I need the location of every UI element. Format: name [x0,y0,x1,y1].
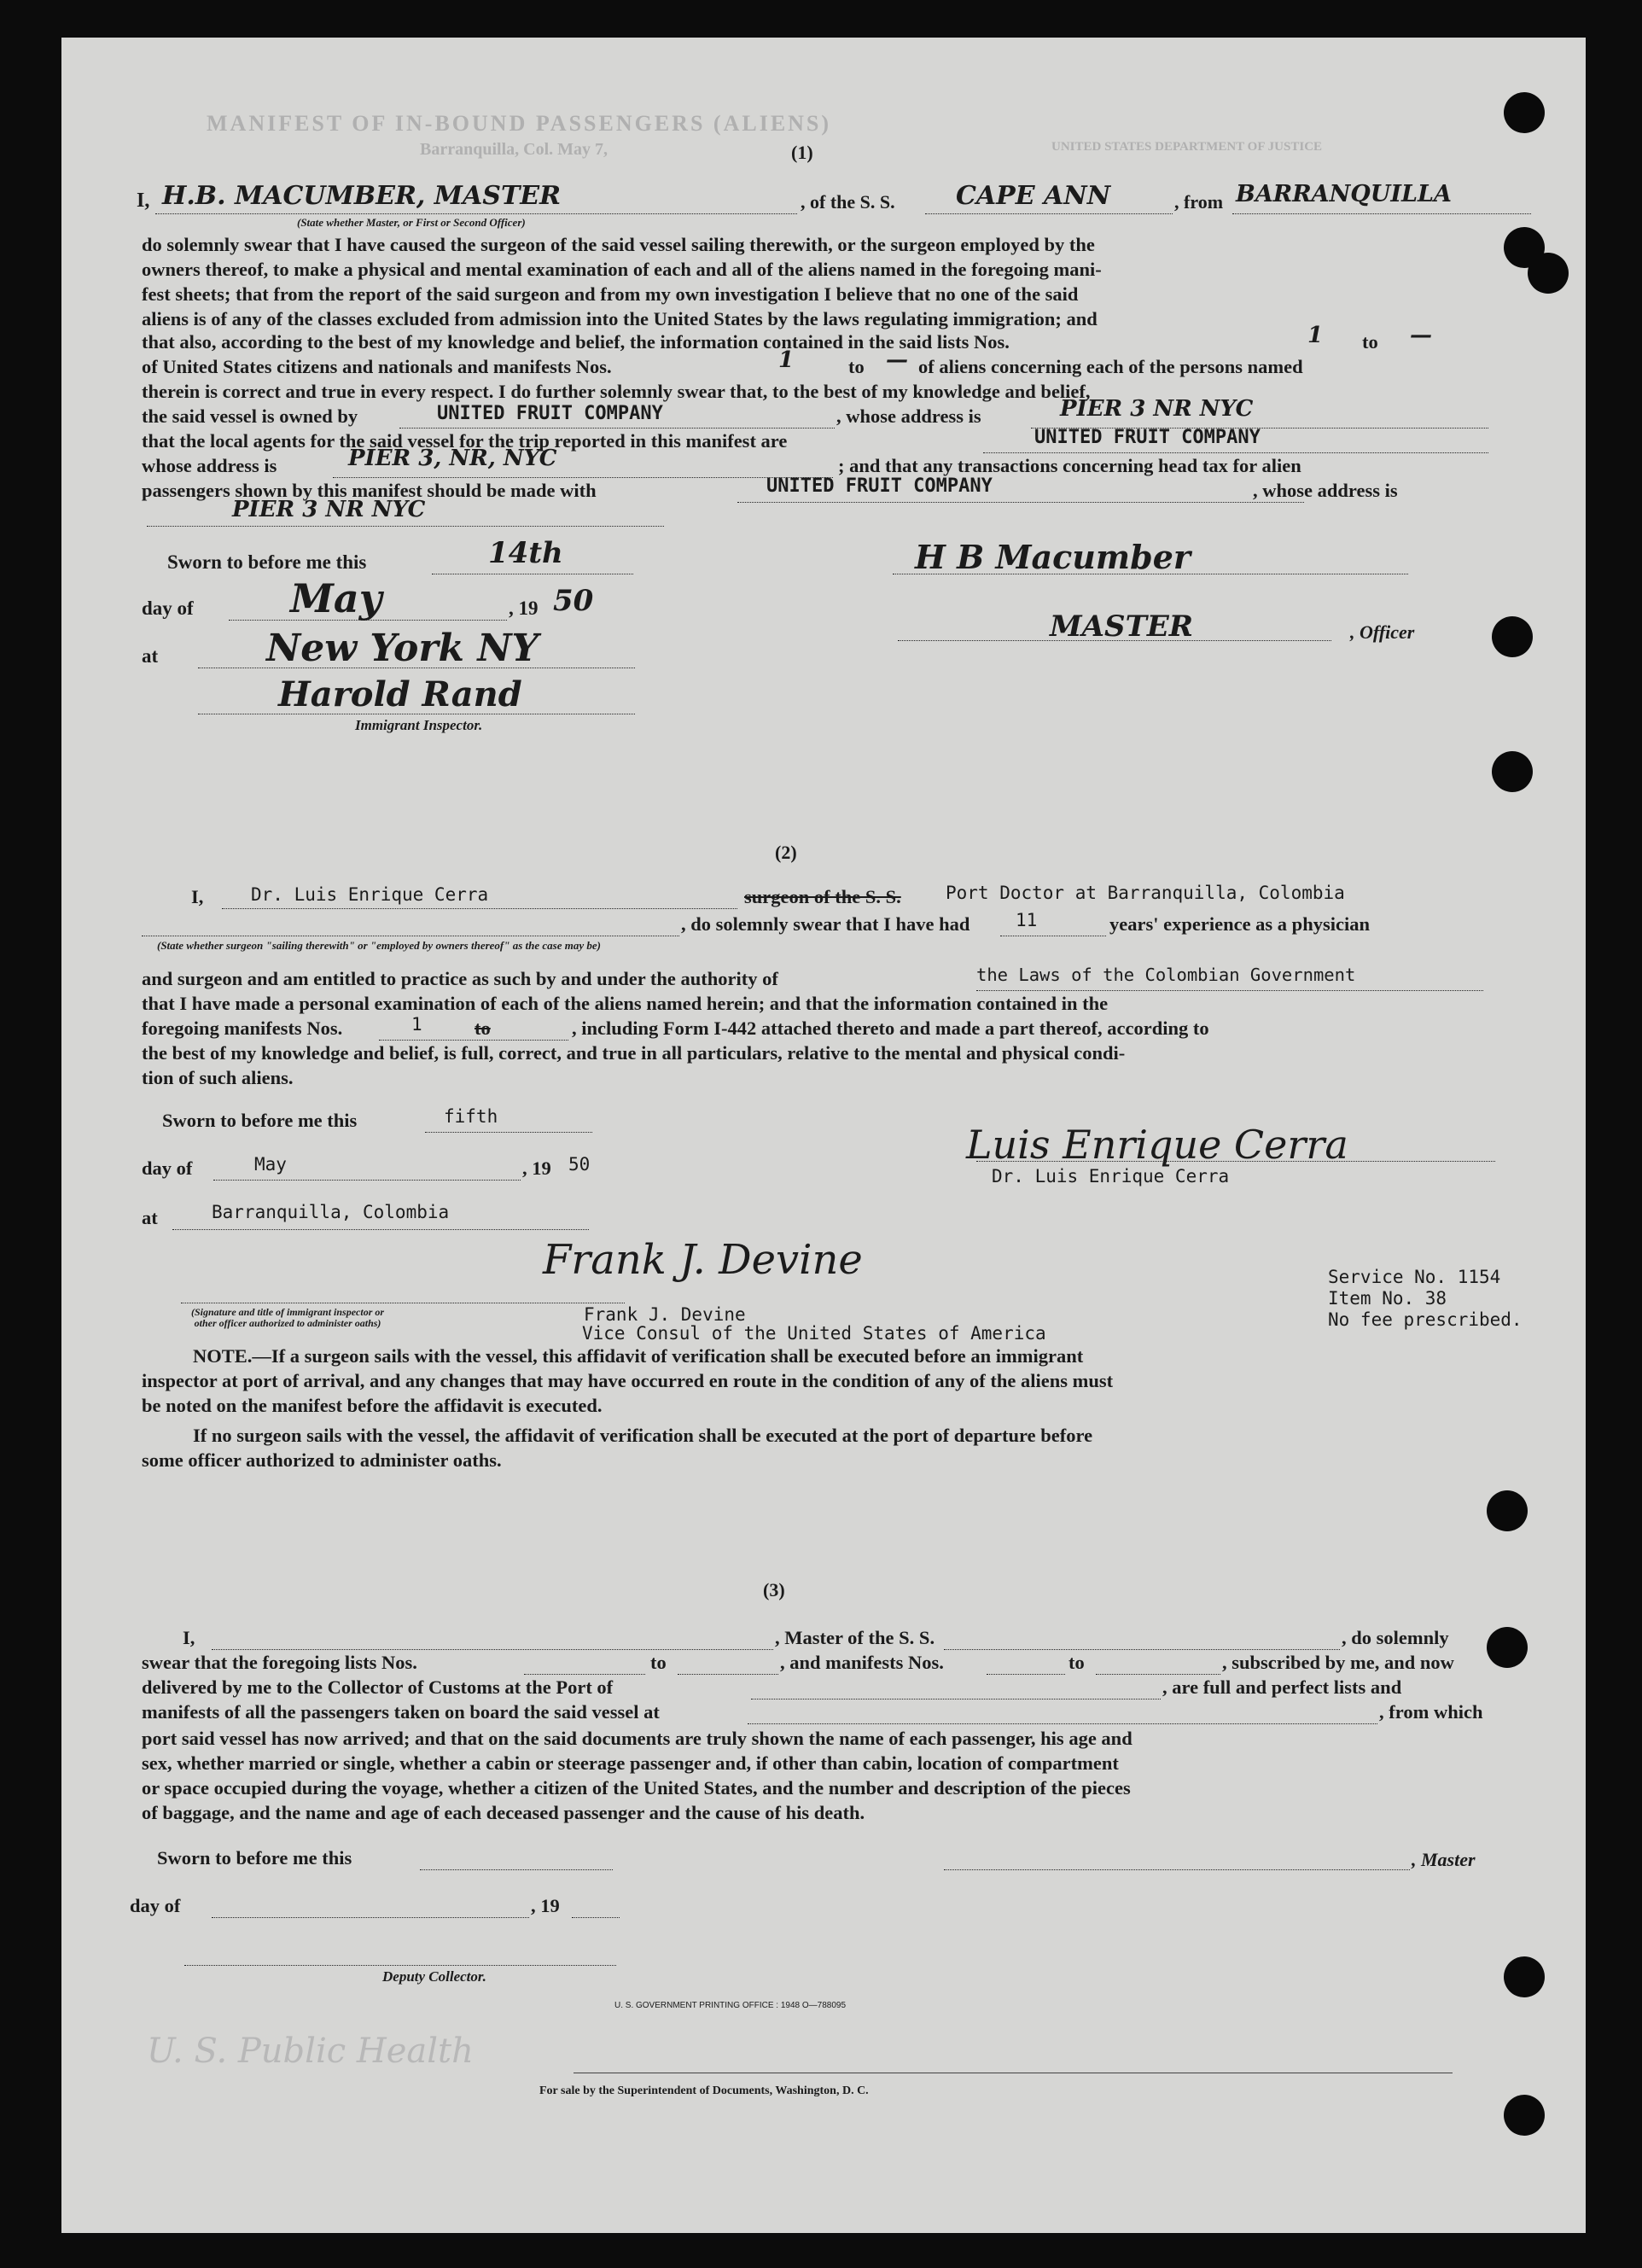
head-tax-company: UNITED FRUIT COMPANY [766,475,993,497]
section2-day-of-label: day of [142,1157,193,1179]
punch-hole [1504,1956,1545,1997]
manifests-from: 1 [778,347,795,373]
correct-line: therein is correct and true in every respect. I do further solemnly swear that, to the best of my knowledge and belief, [142,381,1091,402]
section3-body-line: port said vessel has now arrived; and that on the said documents are truly shown the name of each passenger, his age and [142,1728,1133,1749]
faded-header-right: UNITED STATES DEPARTMENT OF JUSTICE [1051,140,1323,154]
section1-body [142,232,1499,331]
section1-sworn-day: 14th [488,536,563,570]
consul-typed-name: Frank J. Devine [584,1304,746,1325]
note-line: NOTE.—If a surgeon sails with the vessel, this affidavit of verification shall be executed before an immigrant [193,1345,1084,1367]
section3-year-prefix: , 19 [531,1895,560,1916]
tion-line: tion of such aliens. [142,1067,294,1088]
citizens-line-end: of aliens concerning each of the persons named [918,356,1303,377]
master-name: H.B. MACUMBER, MASTER [162,181,562,211]
section3-sworn-label: Sworn to before me this [157,1847,352,1869]
section1-sworn-month: May [290,575,382,621]
section3-l1-a: I, [183,1627,195,1648]
punch-hole [1487,1490,1528,1531]
section2-sworn-year: 50 [568,1154,591,1175]
section2-at-label: at [142,1207,158,1228]
note2-line: some officer authorized to administer oaths. [142,1449,502,1471]
section3-l4-b: , from which [1379,1701,1483,1723]
manifests-to-word: to [848,356,865,377]
section1-day-of-label: day of [142,598,194,619]
passengers-label: passengers shown by this manifest should be made with [142,480,597,501]
fee-note: No fee prescribed. [1328,1309,1523,1330]
section1-body-line: do solemnly swear that I have caused the surgeon of the said vessel sailing therewith, or the surgeon employed by the [142,234,1095,255]
lists-to: — [1410,323,1432,348]
section1-year-prefix: , 19 [509,598,539,619]
owner: UNITED FRUIT COMPANY [437,403,663,424]
surgeon-years: 11 [1016,910,1038,930]
section1-number: (1) [791,142,813,163]
authority: the Laws of the Colombian Government [976,965,1356,985]
section2-sworn-place: Barranquilla, Colombia [212,1202,450,1222]
agents-label: that the local agents for the said vessel for the trip reported in this manifest are [142,430,788,452]
consul-title: Vice Consul of the United States of America [582,1323,1046,1344]
note-block [142,1344,1499,1472]
section1-body-line: fest sheets; that from the report of the said surgeon and from my own investigation I believe that no one of the said [142,283,1079,305]
surgeon-name: Dr. Luis Enrique Cerra [251,884,489,905]
inspector-caption: Immigrant Inspector. [355,717,483,733]
section2-swear-label: , do solemnly swear that I have had [681,913,970,935]
section3-day-of-label: day of [130,1895,181,1916]
faded-header-line2: Barranquilla, Col. May 7, [420,140,608,159]
note-line: be noted on the manifest before the affidavit is executed. [142,1395,603,1416]
section2-opening: I, [191,886,204,907]
from-label: , from [1174,191,1224,213]
note2-line: If no surgeon sails with the vessel, the affidavit of verification shall be executed at the port of departure before [193,1425,1093,1446]
section2-manifests-from: 1 [411,1014,422,1035]
owned-by-label: the said vessel is owned by [142,405,358,427]
manifests-to: — [886,347,908,373]
surgeon-role: Port Doctor at Barranquilla, Colombia [946,883,1345,903]
section1-sworn-place: New York NY [266,627,539,670]
section3-l4-a: manifests of all the passengers taken on board the said vessel at [142,1701,660,1723]
section3-l2-d: to [1068,1652,1085,1673]
punch-hole [1504,2095,1545,2136]
sig-caption [191,1307,384,1329]
section3-l2-b: to [650,1652,667,1673]
head-tax-label: ; and that any transactions concerning head tax for alien [838,455,1301,476]
section3-body [142,1726,1499,1825]
lists-to-word: to [1362,331,1378,353]
vessel-name: CAPE ANN [956,181,1111,211]
surgeon-signature: Luis Enrique Cerra [966,1122,1348,1168]
punch-hole [1528,253,1569,294]
including-label: , including Form I-442 attached thereto and made a part thereof, according to [572,1017,1209,1039]
section1-sworn-year: 50 [553,584,594,618]
owner-address: PIER 3 NR NYC [1060,396,1254,422]
best-line: the best of my knowledge and belief, is full, correct, and true in all particulars, relative to the mental and physical condi- [142,1042,1126,1064]
section3-l3-b: , are full and perfect lists and [1162,1676,1402,1698]
departure-port: BARRANQUILLA [1236,181,1452,207]
exam-line: that I have made a personal examination of each of the aliens named herein; and that the information contained in the [142,993,1109,1014]
section3-l2-a: swear that the foregoing lists Nos. [142,1652,417,1673]
section3-body-line: sex, whether married or single, whether a cabin or steerage passenger and, if other than cabin, location of compartment [142,1752,1119,1774]
officer-label: , Officer [1350,621,1415,643]
master-signature: H B Macumber [915,538,1191,576]
surgeon-of-label: surgeon of the S. S. [744,886,901,907]
section3-l1-b: , Master of the S. S. [775,1627,935,1648]
inspector-signature: Harold Rand [278,674,522,714]
sig-caption-line: other officer authorized to administer oaths) [194,1317,381,1329]
of-ss-label: , of the S. S. [801,191,895,213]
section1-opening: I, [137,189,150,212]
section1-body-line: owners thereof, to make a physical and mental examination of each and all of the aliens named in the foregoing mani- [142,259,1102,280]
head-tax-address: PIER 3 NR NYC [232,497,426,522]
surgeon-typed-name: Dr. Luis Enrique Cerra [992,1166,1230,1186]
service-block [1328,1267,1523,1331]
section3-body-line: or space occupied during the voyage, whether a citizen of the United States, and the number and description of the pieces [142,1777,1131,1799]
section3-l1-c: , do solemnly [1342,1627,1449,1648]
lists-line-label: that also, according to the best of my knowledge and belief, the information contained in the said lists Nos. [142,331,1010,353]
section3-l2-c: , and manifests Nos. [780,1652,944,1673]
section3-master-label: , Master [1412,1849,1476,1870]
section3-l3-a: delivered by me to the Collector of Customs at the Port of [142,1676,614,1698]
punch-hole [1504,92,1545,133]
section3-l2-e: , subscribed by me, and now [1222,1652,1454,1673]
lists-from: 1 [1307,323,1324,348]
item-no: Item No. 38 [1328,1288,1447,1309]
section2-sworn-day: fifth [444,1106,498,1127]
section1-sworn-label: Sworn to before me this [167,551,367,573]
consul-signature: Frank J. Devine [543,1236,863,1284]
note-line: inspector at port of arrival, and any changes that may have occurred en route in the condition of any of the aliens must [142,1370,1114,1391]
section1-body-line: aliens is of any of the classes excluded from admission into the United States by the laws regulating immigration; and [142,308,1098,329]
faded-footer-note: U. S. Public Health [147,2032,474,2071]
section2-sworn-label: Sworn to before me this [162,1110,358,1131]
agents-address-label: whose address is [142,455,277,476]
sig-caption-line: (Signature and title of immigrant inspector or [191,1306,385,1318]
citizens-line-label: of United States citizens and nationals and manifests Nos. [142,356,612,377]
deputy-caption: Deputy Collector. [382,1968,486,1985]
agents-address: PIER 3, NR, NYC [348,446,557,471]
section1-at-label: at [142,645,159,667]
manifest-page [61,38,1586,2233]
section2-caption: (State whether surgeon "sailing therewith" or "employed by owners thereof" as the case may be) [157,939,601,952]
punch-hole [1492,751,1533,792]
head-tax-address-label: , whose address is [1253,480,1398,501]
foregoing-label: foregoing manifests Nos. [142,1017,343,1039]
section3-number: (3) [763,1579,785,1600]
section3-body-line: of baggage, and the name and age of each deceased passenger and the cause of his death. [142,1802,865,1823]
section2-number: (2) [775,842,797,863]
master-title: MASTER [1050,609,1194,644]
printing-office: U. S. GOVERNMENT PRINTING OFFICE : 1948 O—788095 [614,2001,847,2010]
owner-address-label: , whose address is [836,405,981,427]
faded-header-line1: MANIFEST OF IN-BOUND PASSENGERS (ALIENS) [207,111,832,136]
section2-year-prefix: , 19 [522,1157,551,1179]
section2-sworn-month: May [254,1154,287,1175]
agents: UNITED FRUIT COMPANY [1034,427,1261,448]
punch-hole [1487,1627,1528,1668]
section1-caption: (State whether Master, or First or Second Officer) [297,216,526,229]
punch-hole [1492,616,1533,657]
authority-label: and surgeon and am entitled to practice as such by and under the authority of [142,968,778,989]
years-label: years' experience as a physician [1109,913,1370,935]
for-sale-line: For sale by the Superintendent of Documents, Washington, D. C. [539,2084,869,2097]
service-no: Service No. 1154 [1328,1267,1501,1287]
section2-to-word: to [475,1017,491,1039]
